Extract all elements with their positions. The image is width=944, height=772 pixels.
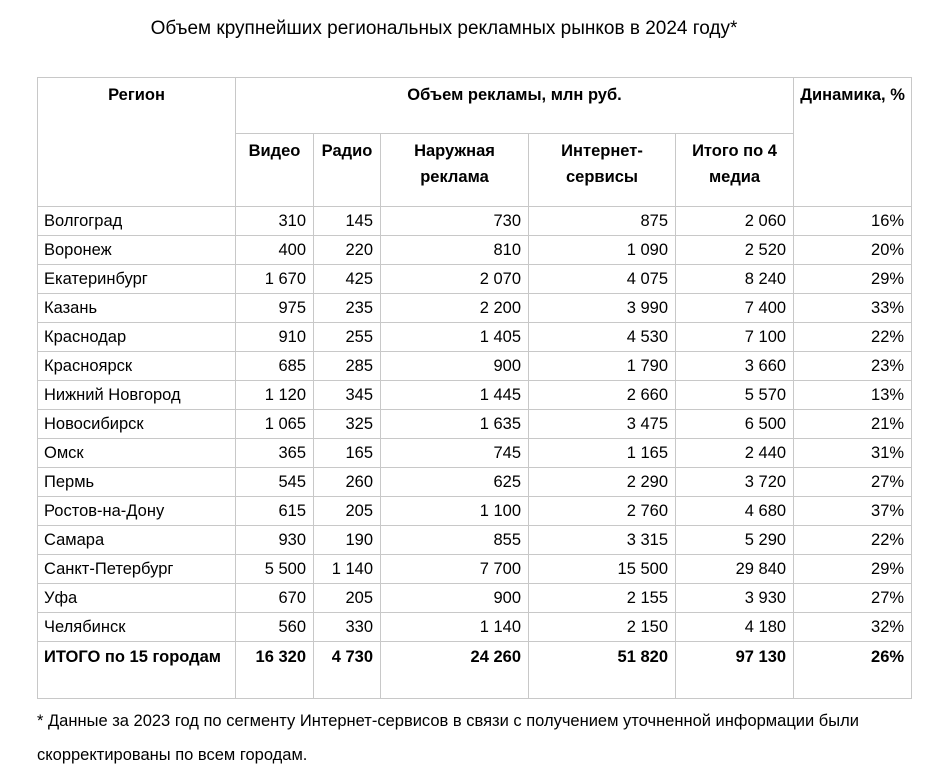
video-cell: 400: [236, 236, 314, 265]
dynamics-cell: 16%: [794, 207, 912, 236]
footnote: * Данные за 2023 год по сегменту Интернет-сервисов в связи с получением уточненной информации были скорректированы по всем городам.: [37, 712, 859, 764]
dynamics-cell: 13%: [794, 381, 912, 410]
header-volume-group: Объем рекламы, млн руб.: [236, 78, 794, 134]
total-cell: 7 400: [676, 294, 794, 323]
video-cell: 930: [236, 526, 314, 555]
outdoor-cell: 1 445: [381, 381, 529, 410]
table-row: [38, 439, 912, 468]
total-cell: 2 520: [676, 236, 794, 265]
outdoor-cell: 625: [381, 468, 529, 497]
header-total-4-media: Итого по 4 медиа: [676, 134, 794, 207]
header-row-top: [38, 78, 912, 134]
total-row: [38, 642, 912, 699]
outdoor-cell: 900: [381, 584, 529, 613]
dynamics-cell: 33%: [794, 294, 912, 323]
total-total-cell: 97 130: [676, 642, 794, 699]
total-video-cell: 16 320: [236, 642, 314, 699]
radio-cell: 345: [314, 381, 381, 410]
outdoor-cell: 900: [381, 352, 529, 381]
city-cell: Краснодар: [38, 323, 236, 352]
dynamics-cell: 21%: [794, 410, 912, 439]
table-row: [38, 352, 912, 381]
radio-cell: 220: [314, 236, 381, 265]
video-cell: 670: [236, 584, 314, 613]
city-cell: Пермь: [38, 468, 236, 497]
table-row: [38, 468, 912, 497]
city-cell: Екатеринбург: [38, 265, 236, 294]
radio-cell: 425: [314, 265, 381, 294]
header-radio: Радио: [314, 134, 381, 207]
radio-cell: 145: [314, 207, 381, 236]
table-row: [38, 323, 912, 352]
header-region: Регион: [38, 78, 236, 207]
internet-cell: 2 760: [529, 497, 676, 526]
outdoor-cell: 7 700: [381, 555, 529, 584]
table-row: [38, 497, 912, 526]
total-cell: 8 240: [676, 265, 794, 294]
table-row: [38, 555, 912, 584]
dynamics-cell: 31%: [794, 439, 912, 468]
total-cell: 2 440: [676, 439, 794, 468]
outdoor-cell: 1 140: [381, 613, 529, 642]
total-internet-cell: 51 820: [529, 642, 676, 699]
total-dynamics-cell: 26%: [794, 642, 912, 699]
city-cell: Челябинск: [38, 613, 236, 642]
table-title: Объем крупнейших региональных рекламных рынков в 2024 году*: [150, 18, 738, 39]
radio-cell: 205: [314, 497, 381, 526]
total-cell: 3 930: [676, 584, 794, 613]
dynamics-cell: 32%: [794, 613, 912, 642]
dynamics-cell: 27%: [794, 468, 912, 497]
city-cell: Новосибирск: [38, 410, 236, 439]
total-cell: 4 680: [676, 497, 794, 526]
video-cell: 560: [236, 613, 314, 642]
internet-cell: 2 290: [529, 468, 676, 497]
video-cell: 1 065: [236, 410, 314, 439]
ad-market-table: [37, 77, 912, 699]
dynamics-cell: 37%: [794, 497, 912, 526]
total-cell: 4 180: [676, 613, 794, 642]
radio-cell: 325: [314, 410, 381, 439]
total-city-cell: ИТОГО по 15 городам: [38, 642, 236, 699]
dynamics-cell: 22%: [794, 323, 912, 352]
video-cell: 1 670: [236, 265, 314, 294]
table-row: [38, 207, 912, 236]
internet-cell: 2 150: [529, 613, 676, 642]
dynamics-cell: 27%: [794, 584, 912, 613]
video-cell: 365: [236, 439, 314, 468]
total-radio-cell: 4 730: [314, 642, 381, 699]
city-cell: Воронеж: [38, 236, 236, 265]
header-internet: Интернет-сервисы: [529, 134, 676, 207]
table-row: [38, 584, 912, 613]
total-cell: 7 100: [676, 323, 794, 352]
dynamics-cell: 20%: [794, 236, 912, 265]
dynamics-cell: 23%: [794, 352, 912, 381]
table-row: [38, 236, 912, 265]
total-cell: 2 060: [676, 207, 794, 236]
table-row: [38, 294, 912, 323]
radio-cell: 1 140: [314, 555, 381, 584]
internet-cell: 15 500: [529, 555, 676, 584]
radio-cell: 190: [314, 526, 381, 555]
internet-cell: 2 660: [529, 381, 676, 410]
video-cell: 1 120: [236, 381, 314, 410]
dynamics-cell: 22%: [794, 526, 912, 555]
outdoor-cell: 1 100: [381, 497, 529, 526]
radio-cell: 260: [314, 468, 381, 497]
outdoor-cell: 2 070: [381, 265, 529, 294]
outdoor-cell: 810: [381, 236, 529, 265]
internet-cell: 3 315: [529, 526, 676, 555]
video-cell: 685: [236, 352, 314, 381]
dynamics-cell: 29%: [794, 265, 912, 294]
internet-cell: 4 530: [529, 323, 676, 352]
internet-cell: 875: [529, 207, 676, 236]
outdoor-cell: 745: [381, 439, 529, 468]
city-cell: Ростов-на-Дону: [38, 497, 236, 526]
dynamics-cell: 29%: [794, 555, 912, 584]
internet-cell: 1 090: [529, 236, 676, 265]
radio-cell: 330: [314, 613, 381, 642]
total-cell: 5 570: [676, 381, 794, 410]
radio-cell: 255: [314, 323, 381, 352]
video-cell: 975: [236, 294, 314, 323]
city-cell: Казань: [38, 294, 236, 323]
city-cell: Волгоград: [38, 207, 236, 236]
internet-cell: 3 475: [529, 410, 676, 439]
total-cell: 6 500: [676, 410, 794, 439]
total-cell: 3 660: [676, 352, 794, 381]
city-cell: Уфа: [38, 584, 236, 613]
outdoor-cell: 1 405: [381, 323, 529, 352]
total-cell: 3 720: [676, 468, 794, 497]
internet-cell: 3 990: [529, 294, 676, 323]
header-outdoor: Наружная реклама: [381, 134, 529, 207]
video-cell: 615: [236, 497, 314, 526]
radio-cell: 205: [314, 584, 381, 613]
video-cell: 910: [236, 323, 314, 352]
outdoor-cell: 2 200: [381, 294, 529, 323]
table-row: [38, 265, 912, 294]
city-cell: Омск: [38, 439, 236, 468]
city-cell: Красноярск: [38, 352, 236, 381]
total-cell: 5 290: [676, 526, 794, 555]
radio-cell: 235: [314, 294, 381, 323]
city-cell: Самара: [38, 526, 236, 555]
video-cell: 5 500: [236, 555, 314, 584]
radio-cell: 285: [314, 352, 381, 381]
total-outdoor-cell: 24 260: [381, 642, 529, 699]
city-cell: Санкт-Петербург: [38, 555, 236, 584]
video-cell: 310: [236, 207, 314, 236]
outdoor-cell: 730: [381, 207, 529, 236]
table-row: [38, 526, 912, 555]
table-row: [38, 381, 912, 410]
header-dynamics: Динамика, %: [794, 78, 912, 207]
table-row: [38, 410, 912, 439]
header-video: Видео: [236, 134, 314, 207]
internet-cell: 1 790: [529, 352, 676, 381]
outdoor-cell: 855: [381, 526, 529, 555]
city-cell: Нижний Новгород: [38, 381, 236, 410]
total-cell: 29 840: [676, 555, 794, 584]
internet-cell: 2 155: [529, 584, 676, 613]
internet-cell: 1 165: [529, 439, 676, 468]
video-cell: 545: [236, 468, 314, 497]
table-row: [38, 613, 912, 642]
table-body: [38, 207, 912, 699]
internet-cell: 4 075: [529, 265, 676, 294]
radio-cell: 165: [314, 439, 381, 468]
outdoor-cell: 1 635: [381, 410, 529, 439]
